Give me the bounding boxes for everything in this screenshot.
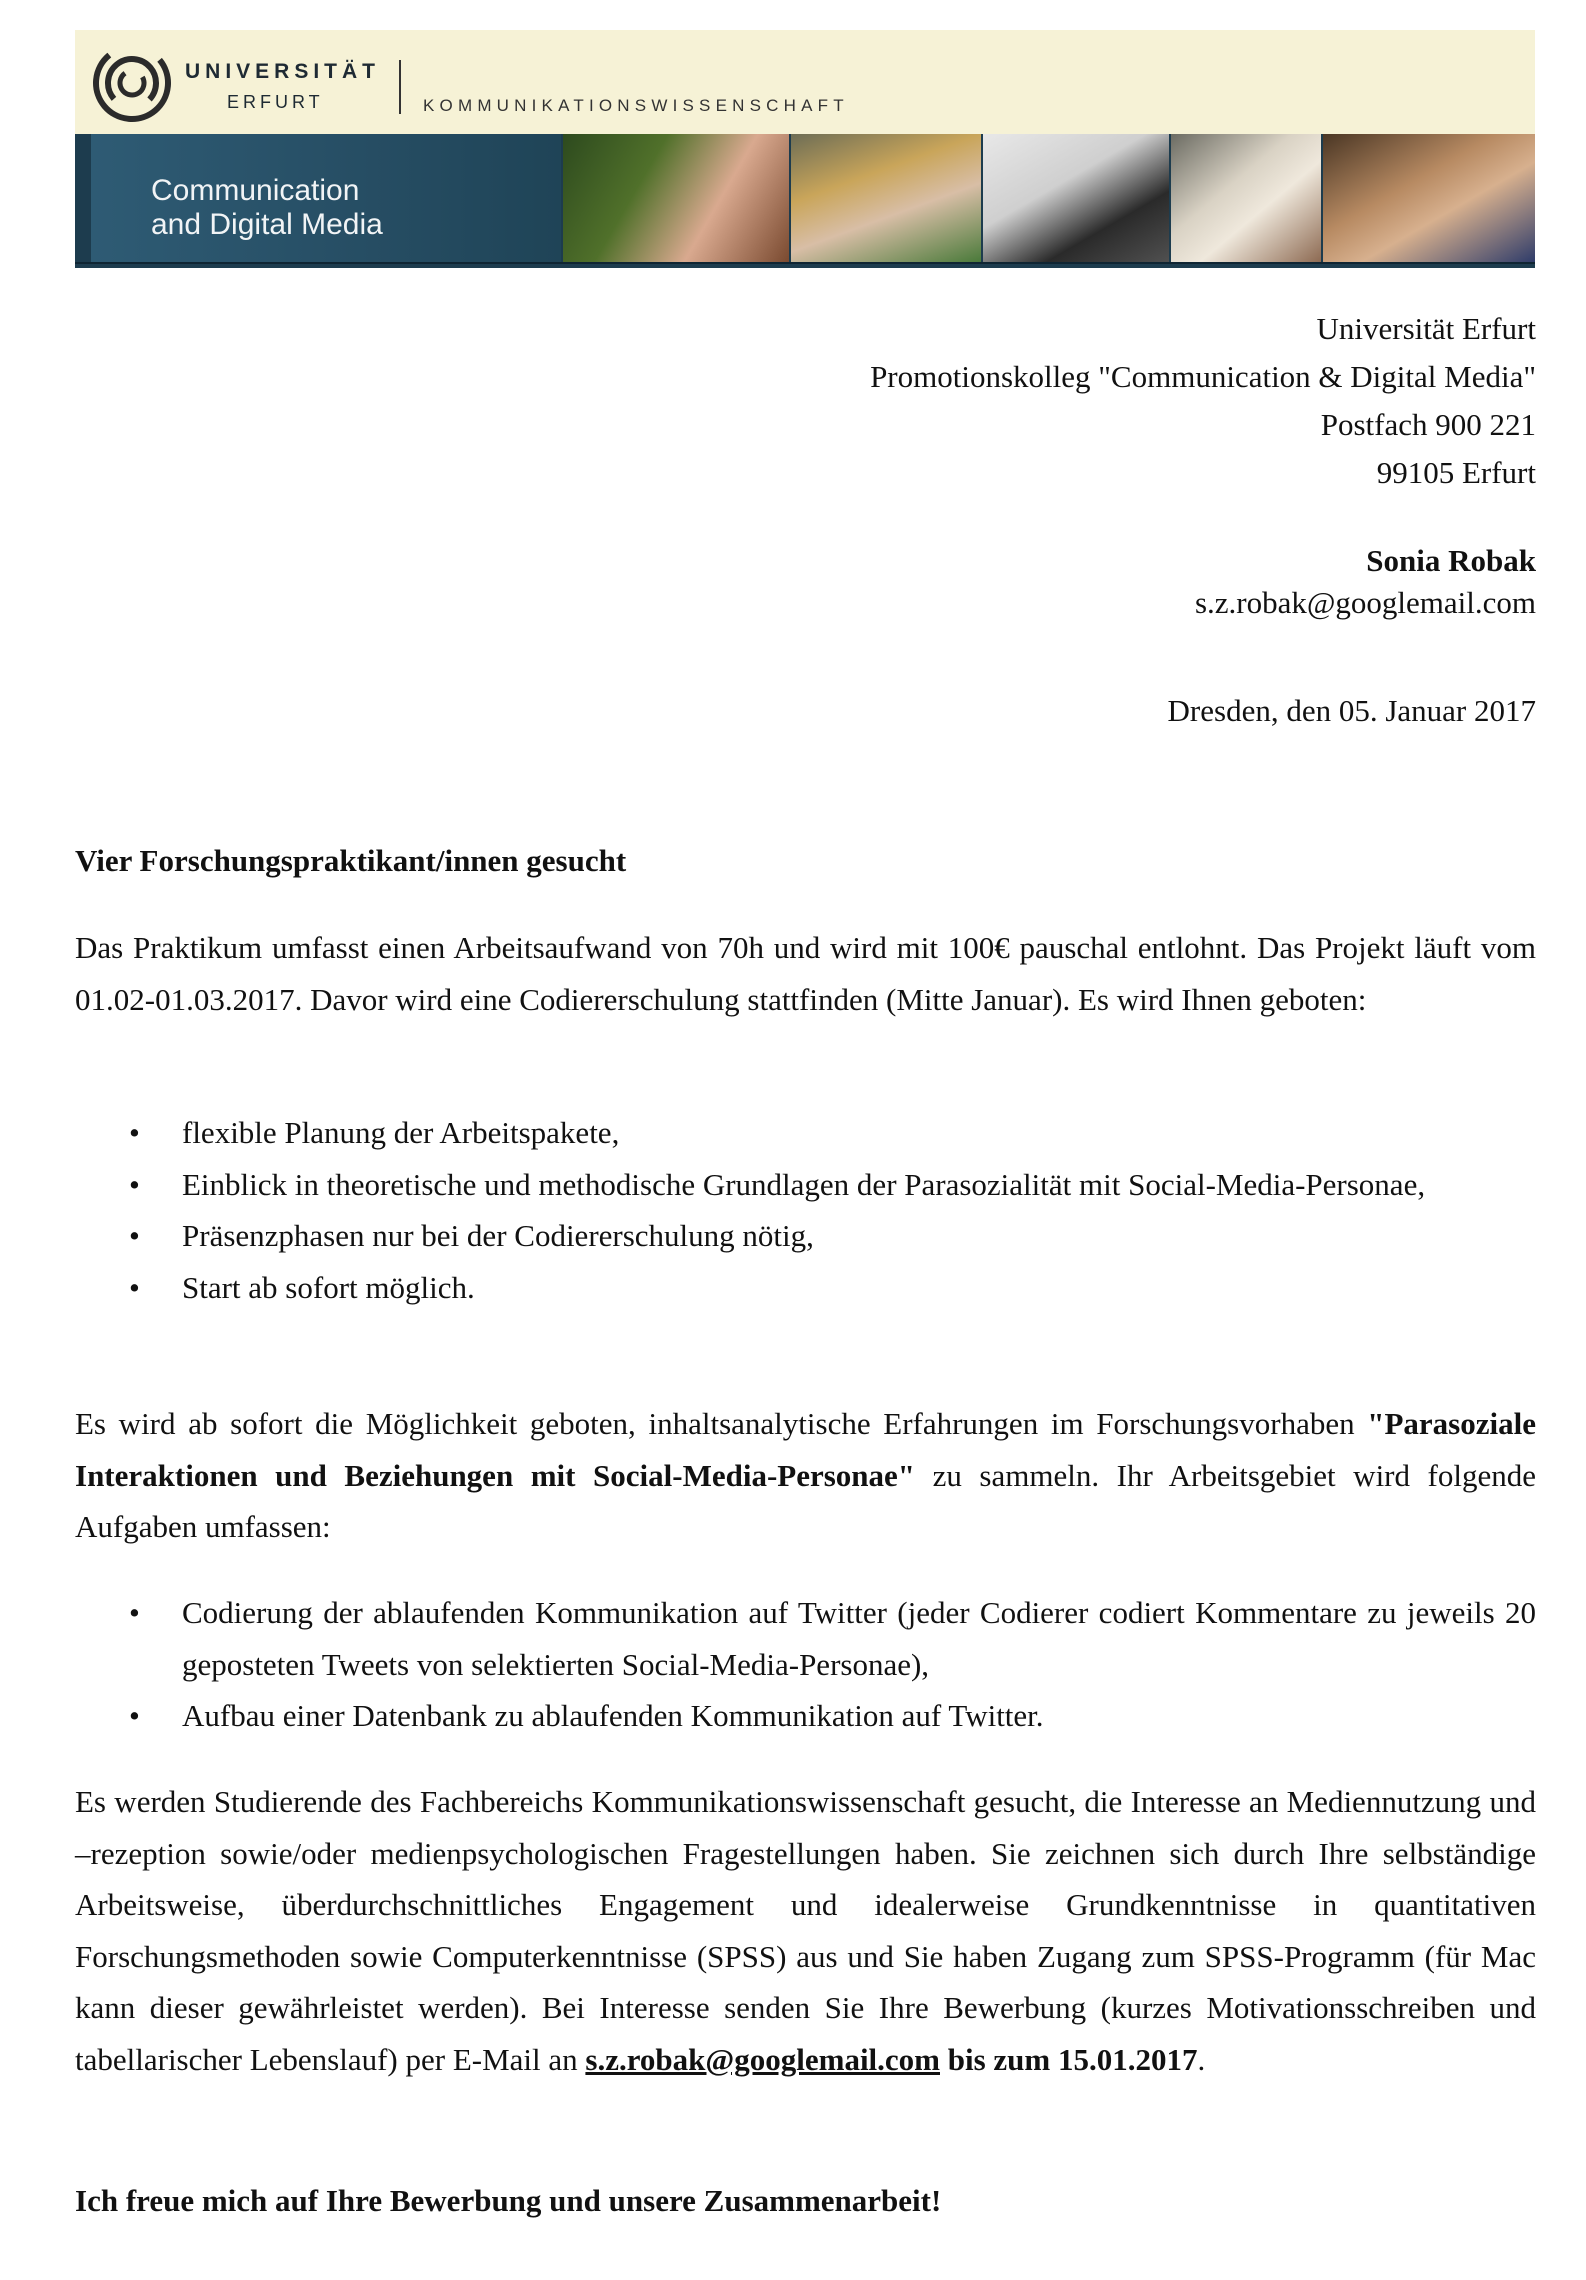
offers-list (75, 1107, 1536, 1313)
intro-paragraph: Das Praktikum umfasst einen Arbeitsaufwand von 70h und wird mit 100€ pauschal entlohnt. Das Projekt läuft vom 01.02-01.03.2017. Davor wird eine Codiererschulung stattfinden (Mitte Januar). Es wird Ihnen geboten: (75, 930, 1536, 1017)
bullet-icon: • (129, 1269, 140, 1305)
requirements-text: Es werden Studierende des Fachbereichs Kommunikationswissenschaft gesucht, die Interesse an Mediennutzung und –rezeption sowie/oder medienpsychologischen Fragestellungen haben. Sie zeichnen sich durch Ihre selbständige Arbeitsweise, überdurchschnittliches Engagement und idealerweise Grundkenntnisse in quantitativen Forschungsmethoden sowie Computerkenntnisse (SPSS) aus und Sie haben Zugang zum SPSS-Programm (für Mac kann dieser gewährleistet werden). Bei Interesse senden Sie Ihre Bewerbung (kurzes Motivationsschreiben und tabellarischer Lebenslauf) per E-Mail an (75, 1784, 1536, 2077)
list-item-text: Codierung der ablaufenden Kommunikation auf Twitter (jeder Codierer codiert Kommentare zu jeweils 20 geposteten Tweets von selektierten Social-Media-Personae), (182, 1595, 1536, 1682)
letter-date: Dresden, den 05. Januar 2017 (1167, 693, 1536, 728)
bullet-icon: • (129, 1166, 140, 1202)
list-item (75, 1107, 1536, 1159)
project-text-after: zu sammeln. Ihr Arbeitsgebiet wird folgende Aufgaben umfassen: (75, 1457, 1537, 1544)
department-name: KOMMUNIKATIONSWISSENSCHAFT (423, 96, 849, 115)
banner-top (75, 30, 1535, 134)
closing-line: Ich freue mich auf Ihre Bewerbung und unsere Zusammenarbeit! (75, 2183, 942, 2218)
bullet-icon: • (129, 1115, 140, 1150)
university-city: ERFURT (227, 92, 324, 112)
project-title: "Parasoziale Interaktionen und Beziehungen mit Social-Media-Personae" (75, 1406, 1536, 1493)
list-item-text: Präsenzphasen nur bei der Codiererschulung nötig, (182, 1218, 814, 1253)
recipient-line2: Promotionskolleg "Communication & Digital Media" (870, 359, 1536, 394)
list-item (75, 1159, 1536, 1211)
bullet-icon: • (129, 1698, 140, 1733)
logo-divider (399, 60, 401, 114)
list-item (75, 1690, 1536, 1742)
program-box (91, 134, 561, 262)
university-name: UNIVERSITÄT (185, 60, 381, 83)
list-item-text: Start ab sofort möglich. (182, 1269, 475, 1305)
list-item-text: Einblick in theoretische und methodische Grundlagen der Parasozialität mit Social-Media-Personae, (182, 1166, 1426, 1202)
sender-block (1195, 540, 1536, 624)
recipient-line1: Universität Erfurt (1316, 311, 1536, 346)
bullet-icon: • (129, 1595, 140, 1630)
list-item (75, 1587, 1536, 1690)
requirements-paragraph (75, 1776, 1536, 2085)
list-item (75, 1210, 1536, 1262)
phone-call-photo (563, 134, 789, 262)
children-toys-photo (791, 134, 981, 262)
header-banner (75, 30, 1535, 268)
program-name-line2: and Digital Media (151, 208, 383, 241)
program-name-line1: Communication (151, 174, 360, 207)
ereader-photo (1171, 134, 1321, 262)
banner-underline (75, 262, 1535, 264)
application-deadline: bis zum 15.01.2017 (947, 2041, 1198, 2077)
university-logo-icon (91, 42, 173, 124)
bullet-icon: • (129, 1218, 140, 1253)
recipient-line3: Postfach 900 221 (1320, 407, 1536, 442)
banner-bottom (75, 134, 1535, 268)
sender-email: s.z.robak@googlemail.com (1194, 585, 1536, 620)
program-name (151, 174, 383, 242)
application-email-link[interactable]: s.z.robak@googlemail.com (585, 2041, 940, 2077)
laptop-photo (983, 134, 1169, 262)
list-item-text: flexible Planung der Arbeitspakete, (182, 1115, 620, 1150)
list-item (75, 1262, 1536, 1314)
letter-title: Vier Forschungspraktikant/innen gesucht (75, 843, 627, 878)
child-gaming-photo (1323, 134, 1535, 262)
recipient-address (870, 305, 1536, 497)
sender-name: Sonia Robak (1366, 543, 1536, 578)
requirements-end: . (1197, 2041, 1206, 2077)
project-text-before: Es wird ab sofort die Möglichkeit geboten, inhaltsanalytische Erfahrungen im Forschungsvorhaben (75, 1406, 1355, 1441)
list-item-text: Aufbau einer Datenbank zu ablaufenden Kommunikation auf Twitter. (182, 1698, 1044, 1733)
project-paragraph (75, 1398, 1536, 1553)
recipient-line4: 99105 Erfurt (1376, 455, 1536, 490)
tasks-list (75, 1587, 1536, 1742)
